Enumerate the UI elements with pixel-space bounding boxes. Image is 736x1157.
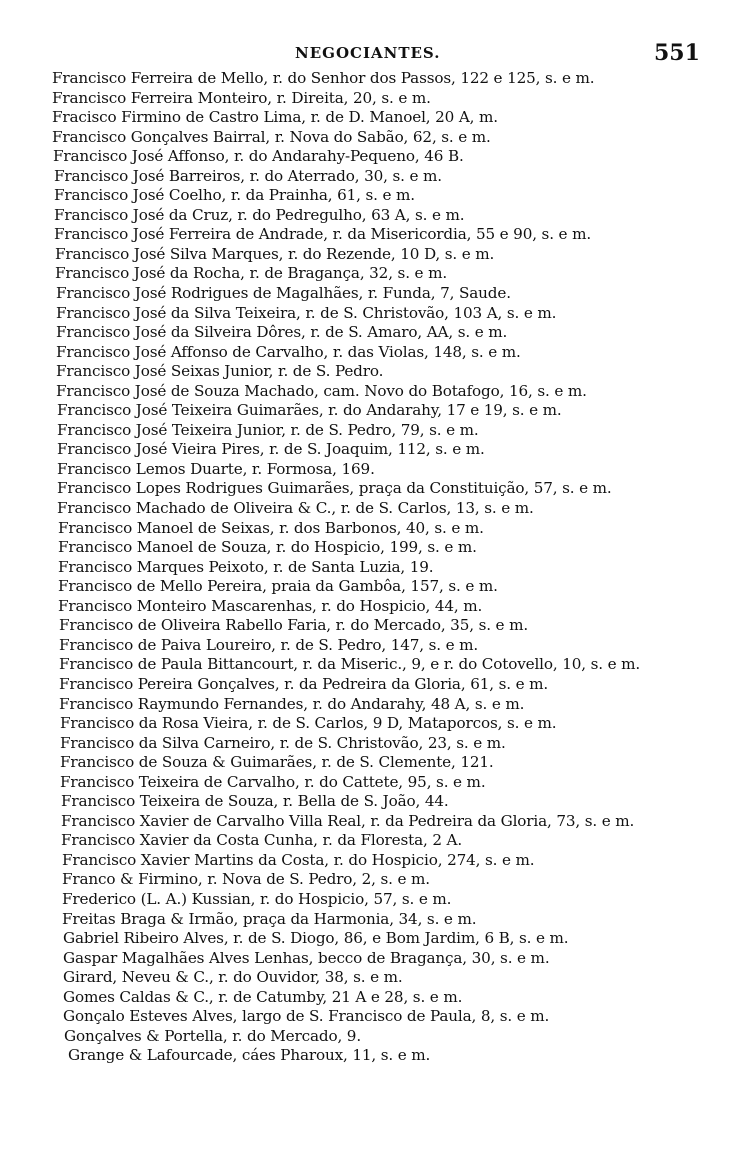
directory-entry: Francisco José Coelho, r. da Prainha, 61, s. e m. [54, 186, 415, 205]
directory-entry: Francisco José da Silva Teixeira, r. de S. Christovão, 103 A, s. e m. [56, 303, 557, 322]
directory-entry: Francisco José de Souza Machado, cam. Novo do Botafogo, 16, s. e m. [56, 381, 587, 400]
directory-entry: Francisco Xavier da Costa Cunha, r. da Floresta, 2 A. [61, 831, 463, 850]
directory-entry: Francisco José Rodrigues de Magalhães, r. Funda, 7, Saude. [56, 284, 511, 303]
directory-entry: Gonçalo Esteves Alves, largo de S. Francisco de Paula, 8, s. e m. [63, 1007, 550, 1026]
directory-entry: Francisco Gonçalves Bairral, r. Nova do Sabão, 62, s. e m. [52, 127, 491, 146]
page-number: 551 [654, 40, 700, 66]
directory-entry: Francisco de Paula Bittancourt, r. da Miseric., 9, e r. do Cotovello, 10, s. e m. [59, 655, 641, 674]
page-header [0, 32, 736, 66]
directory-entry: Freitas Braga & Irmão, praça da Harmonia, 34, s. e m. [62, 909, 477, 928]
directory-entry: Francisco de Souza & Guimarães, r. de S. Clemente, 121. [60, 753, 494, 772]
directory-entry: Francisco da Silva Carneiro, r. de S. Christovão, 23, s. e m. [60, 733, 506, 752]
directory-entry: Francisco de Paiva Loureiro, r. de S. Pedro, 147, s. e m. [59, 635, 479, 654]
directory-entry: Gabriel Ribeiro Alves, r. de S. Diogo, 86, e Bom Jardim, 6 B, s. e m. [63, 929, 569, 948]
directory-entry: Francisco José Ferreira de Andrade, r. da Misericordia, 55 e 90, s. e m. [54, 225, 592, 244]
directory-entry: Francisco da Rosa Vieira, r. de S. Carlos, 9 D, Mataporcos, s. e m. [60, 714, 557, 733]
directory-entry: Francisco Machado de Oliveira & C., r. de S. Carlos, 13, s. e m. [57, 499, 534, 518]
directory-entry: Francisco Ferreira Monteiro, r. Direita, 20, s. e m. [52, 88, 431, 107]
directory-entry: Francisco José da Rocha, r. de Bragança, 32, s. e m. [55, 264, 447, 283]
directory-entry: Francisco Pereira Gonçalves, r. da Pedreira da Gloria, 61, s. e m. [59, 674, 549, 693]
directory-entry: Gonçalves & Portella, r. do Mercado, 9. [64, 1026, 361, 1045]
directory-entry: Francisco Lopes Rodrigues Guimarães, praça da Constituição, 57, s. e m. [57, 479, 612, 498]
directory-entry: Francisco José Silva Marques, r. do Rezende, 10 D, s. e m. [55, 244, 495, 263]
directory-entry: Girard, Neveu & C., r. do Ouvidor, 38, s. e m. [63, 968, 403, 987]
directory-entry: Gaspar Magalhães Alves Lenhas, becco de Bragança, 30, s. e m. [63, 948, 550, 967]
directory-entry: Francisco Lemos Duarte, r. Formosa, 169. [57, 459, 375, 478]
directory-entry: Francisco José Teixeira Guimarães, r. do Andarahy, 17 e 19, s. e m. [57, 401, 562, 420]
directory-entry: Francisco Ferreira de Mello, r. do Senhor dos Passos, 122 e 125, s. e m. [52, 69, 595, 87]
directory-entry: Francisco Manoel de Seixas, r. dos Barbonos, 40, s. e m. [58, 518, 484, 537]
running-head-title: NEGOCIANTES. [295, 44, 441, 62]
directory-entry: Gomes Caldas & C., r. de Catumby, 21 A e 28, s. e m. [63, 987, 463, 1006]
directory-entry: Francisco José Seixas Junior, r. de S. Pedro. [56, 362, 384, 381]
directory-entry: Francisco José Vieira Pires, r. de S. Joaquim, 112, s. e m. [57, 440, 485, 459]
directory-entry: Francisco José Teixeira Junior, r. de S. Pedro, 79, s. e m. [57, 420, 479, 439]
directory-entry: Francisco Teixeira de Souza, r. Bella de S. João, 44. [61, 792, 449, 811]
directory-entry: Francisco Xavier Martins da Costa, r. do Hospicio, 274, s. e m. [62, 850, 535, 869]
directory-entry: Francisco José Barreiros, r. do Aterrado, 30, s. e m. [54, 166, 442, 185]
directory-entry: Francisco Manoel de Souza, r. do Hospicio, 199, s. e m. [58, 538, 477, 557]
directory-entry: Francisco Monteiro Mascarenhas, r. do Hospicio, 44, m. [58, 596, 483, 615]
directory-entry: Fracisco Firmino de Castro Lima, r. de D. Manoel, 20 A, m. [52, 108, 498, 127]
directory-entry: Francisco José Affonso de Carvalho, r. das Violas, 148, s. e m. [56, 342, 521, 361]
directory-entry: Franco & Firmino, r. Nova de S. Pedro, 2, s. e m. [62, 870, 430, 889]
directory-entry: Francisco José da Silveira Dôres, r. de S. Amaro, AA, s. e m. [56, 323, 508, 342]
directory-entry: Francisco José Affonso, r. do Andarahy-Pequeno, 46 B. [53, 147, 464, 166]
directory-entry: Francisco José da Cruz, r. do Pedregulho, 63 A, s. e m. [54, 205, 465, 224]
directory-entry: Francisco Teixeira de Carvalho, r. do Cattete, 95, s. e m. [60, 772, 486, 791]
merchant-directory-list [0, 69, 736, 1066]
directory-entry: Grange & Lafourcade, cáes Pharoux, 11, s. e m. [68, 1046, 431, 1065]
directory-entry: Francisco Raymundo Fernandes, r. do Andarahy, 48 A, s. e m. [59, 694, 525, 713]
directory-entry: Francisco de Mello Pereira, praia da Gambôa, 157, s. e m. [58, 577, 498, 596]
directory-entry: Frederico (L. A.) Kussian, r. do Hospicio, 57, s. e m. [62, 889, 452, 908]
directory-entry: Francisco Xavier de Carvalho Villa Real, r. da Pedreira da Gloria, 73, s. e m. [61, 811, 635, 830]
directory-entry: Francisco de Oliveira Rabello Faria, r. do Mercado, 35, s. e m. [59, 616, 529, 635]
directory-entry: Francisco Marques Peixoto, r. de Santa Luzia, 19. [58, 557, 434, 576]
